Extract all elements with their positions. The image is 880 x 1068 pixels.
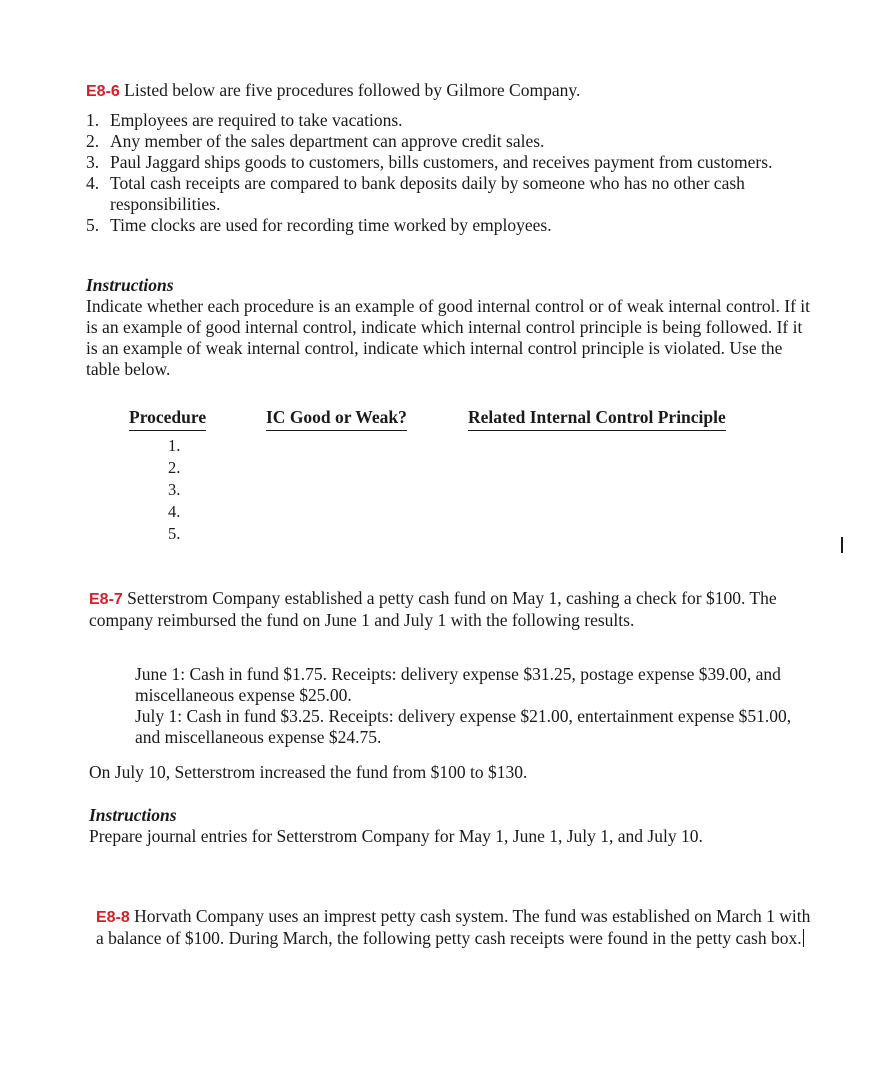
e8-8-intro-text: Horvath Company uses an imprest petty cash system. The fund was established on March 1 with a balance of $100. During March, the following petty cash receipts were found in the petty cash box. — [96, 906, 811, 948]
text-cursor — [841, 537, 843, 553]
list-item: 3. Paul Jaggard ships goods to customers, bills customers, and receives payment from customers. — [86, 152, 773, 172]
list-item: 4. Total cash receipts are compared to bank deposits daily by someone who has no other cash responsibilities. — [86, 173, 745, 214]
table-row: 3. — [168, 480, 181, 499]
exercise-tag-e8-8: E8-8 — [96, 909, 130, 926]
e8-7-instructions-text: Prepare journal entries for Setterstrom Company for May 1, June 1, July 1, and July 10. — [89, 826, 703, 846]
table-header-principle: Related Internal Control Principle — [468, 407, 726, 431]
e8-7-intro — [89, 588, 811, 631]
text-cursor — [803, 929, 805, 947]
exercise-tag-e8-6: E8-6 — [86, 83, 120, 100]
table-row: 4. — [168, 502, 181, 521]
e8-6-intro — [86, 80, 816, 102]
table-header-ic-good-or-weak: IC Good or Weak? — [266, 407, 407, 431]
procedure-list — [86, 110, 810, 236]
e8-6-intro-text: Listed below are five procedures followed by Gilmore Company. — [124, 80, 581, 100]
list-item: 2. Any member of the sales department can approve credit sales. — [86, 131, 545, 151]
june-entry: June 1: Cash in fund $1.75. Receipts: delivery expense $31.25, postage expense $39.00, and miscellaneous expense $25.00. — [135, 664, 781, 705]
e8-8-intro — [96, 906, 818, 949]
list-item: 1. Employees are required to take vacations. — [86, 110, 403, 130]
list-item: 5. Time clocks are used for recording time worked by employees. — [86, 215, 552, 235]
table-row: 1. — [168, 436, 181, 455]
table-row: 2. — [168, 458, 181, 477]
fund-increase: On July 10, Setterstrom increased the fund from $100 to $130. — [89, 762, 528, 782]
table-header-procedure: Procedure — [129, 407, 206, 431]
exercise-tag-e8-7: E8-7 — [89, 591, 123, 608]
e8-7-instructions-heading: Instructions — [89, 805, 177, 825]
e8-6-instructions-heading: Instructions — [86, 275, 174, 295]
table-row: 5. — [168, 524, 181, 543]
e8-7-intro-text: Setterstrom Company established a petty cash fund on May 1, cashing a check for $100. The company reimbursed the fund on June 1 and July 1 with the following results. — [89, 588, 777, 630]
e8-6-instructions-text: Indicate whether each procedure is an example of good internal control or of weak internal control. If it is an example of good internal control, indicate which internal control principle is being followed. If it is an example of weak internal control, indicate which internal control principle is violated. Use the table below. — [86, 296, 811, 379]
july-entry: July 1: Cash in fund $3.25. Receipts: delivery expense $21.00, entertainment expense $51.00, and miscellaneous expense $24.75. — [135, 706, 792, 747]
